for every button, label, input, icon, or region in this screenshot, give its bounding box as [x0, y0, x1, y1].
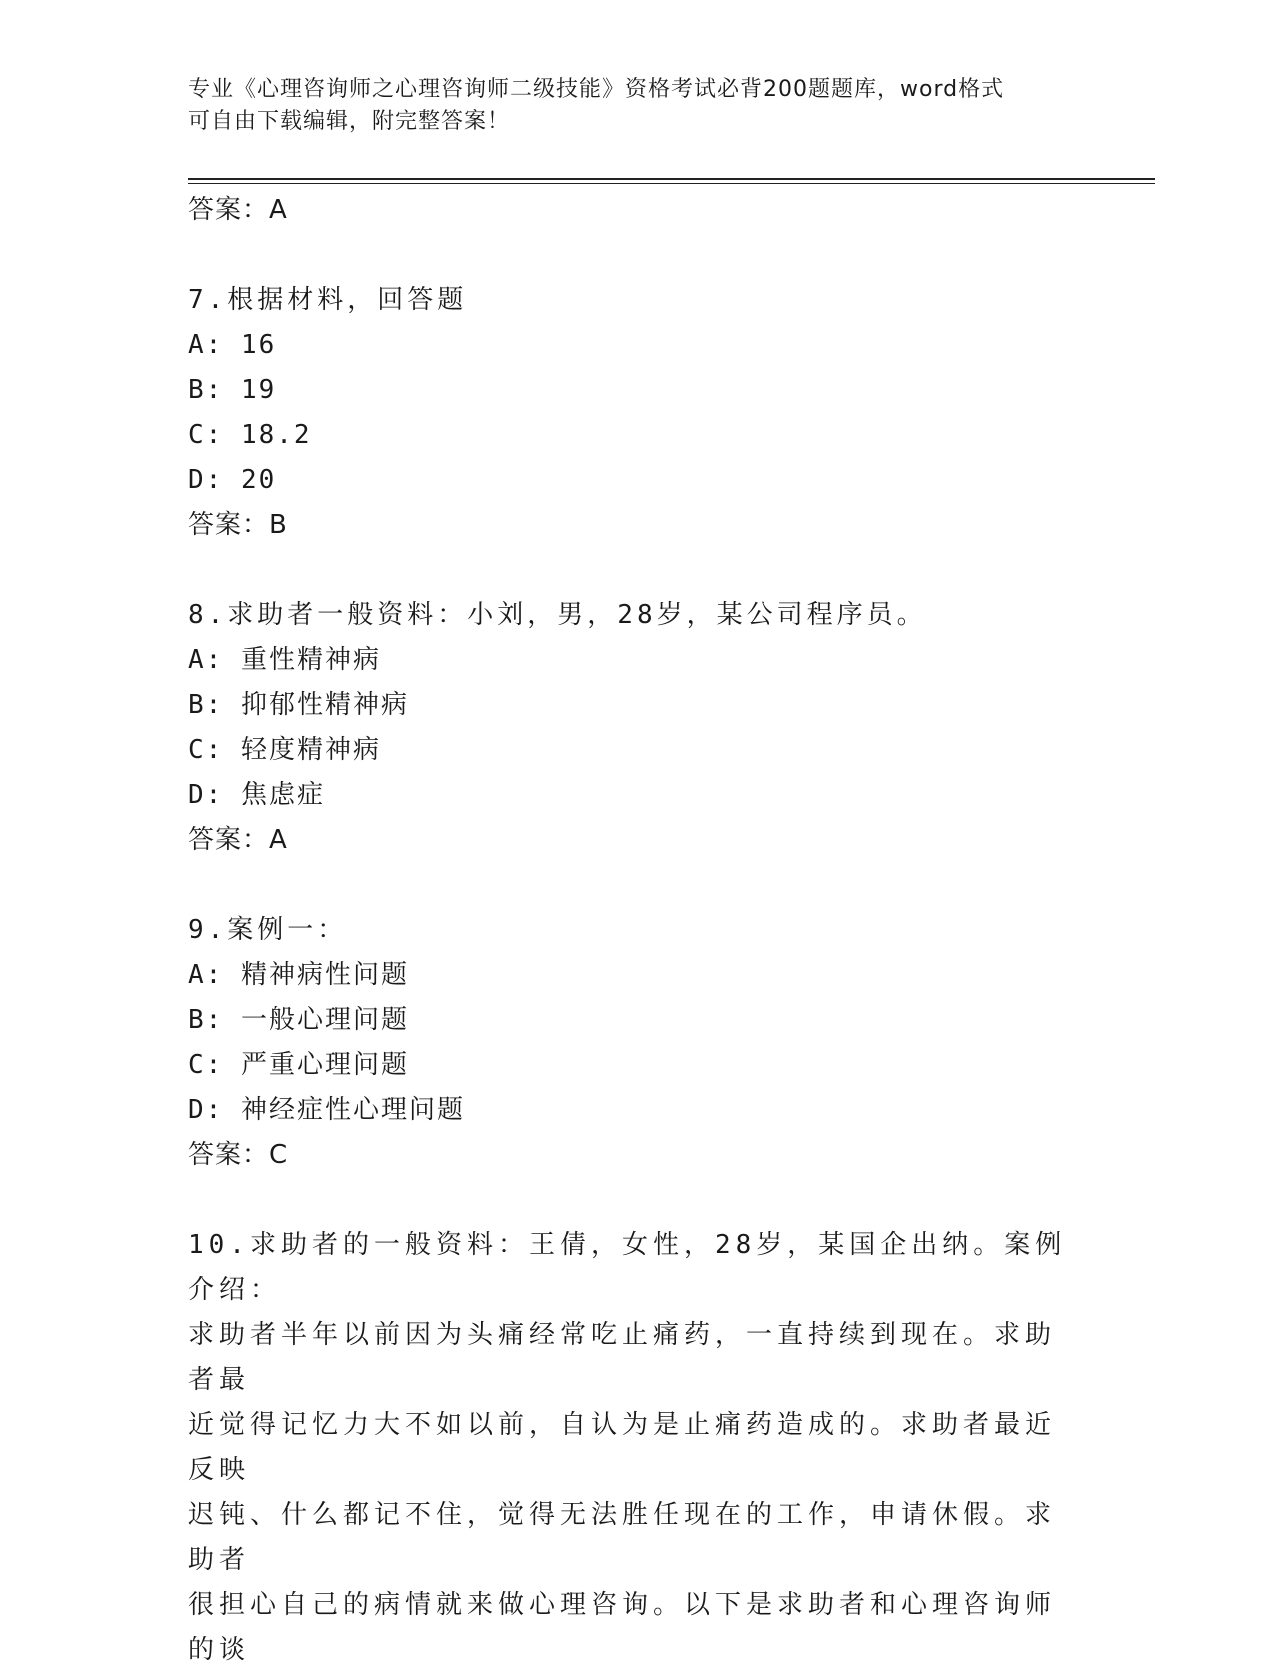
question-8-text: 8.求助者一般资料：小刘，男，28岁，某公司程序员。 [188, 600, 927, 630]
header-rule-thick [188, 178, 1155, 180]
question-block-9 [188, 908, 1088, 1178]
question-block-7 [188, 278, 1088, 548]
question-7-answer: 答案：B [188, 510, 288, 540]
question-9-option-d: D: 神经症性心理问题 [188, 1095, 465, 1125]
question-10-line-2: 求助者半年以前因为头痛经常吃止痛药，一直持续到现在。求助者最 [188, 1320, 1057, 1395]
question-10-line-5: 很担心自己的病情就来做心理咨询。以下是求助者和心理咨询师的谈 [188, 1590, 1057, 1665]
question-7-option-b: B: 19 [188, 375, 277, 405]
header-rule-thin [188, 183, 1155, 184]
question-7-option-c: C: 18.2 [188, 420, 312, 450]
header-line-2: 可自由下载编辑，附完整答案！ [188, 109, 511, 134]
header-line-1: 专业《心理咨询师之心理咨询师二级技能》资格考试必背200题题库，word格式 [188, 77, 1005, 102]
question-9-answer: 答案：C [188, 1140, 289, 1170]
question-7-option-d: D: 20 [188, 465, 277, 495]
page-header [188, 74, 1068, 138]
question-8-option-a: A: 重性精神病 [188, 645, 381, 675]
question-9-option-b: B: 一般心理问题 [188, 1005, 409, 1035]
question-10-line-3: 近觉得记忆力大不如以前，自认为是止痛药造成的。求助者最近反映 [188, 1410, 1057, 1485]
question-7-option-a: A: 16 [188, 330, 277, 360]
question-8-option-d: D: 焦虑症 [188, 780, 325, 810]
answer-previous: 答案：A [188, 195, 288, 225]
question-8-answer: 答案：A [188, 825, 288, 855]
question-9-text: 9.案例一： [188, 915, 348, 945]
question-7-text: 7.根据材料，回答题 [188, 285, 468, 315]
question-8-option-b: B: 抑郁性精神病 [188, 690, 409, 720]
question-10-line-1: 10.求助者的一般资料：王倩，女性，28岁，某国企出纳。案例介绍： [188, 1230, 1067, 1305]
question-8-option-c: C: 轻度精神病 [188, 735, 381, 765]
question-list [188, 188, 1088, 1673]
question-block-8 [188, 593, 1088, 863]
question-9-option-a: A: 精神病性问题 [188, 960, 409, 990]
question-9-option-c: C: 严重心理问题 [188, 1050, 409, 1080]
question-10-line-4: 迟钝、什么都记不住，觉得无法胜任现在的工作，申请休假。求助者 [188, 1500, 1057, 1575]
question-block-10 [188, 1223, 1068, 1673]
